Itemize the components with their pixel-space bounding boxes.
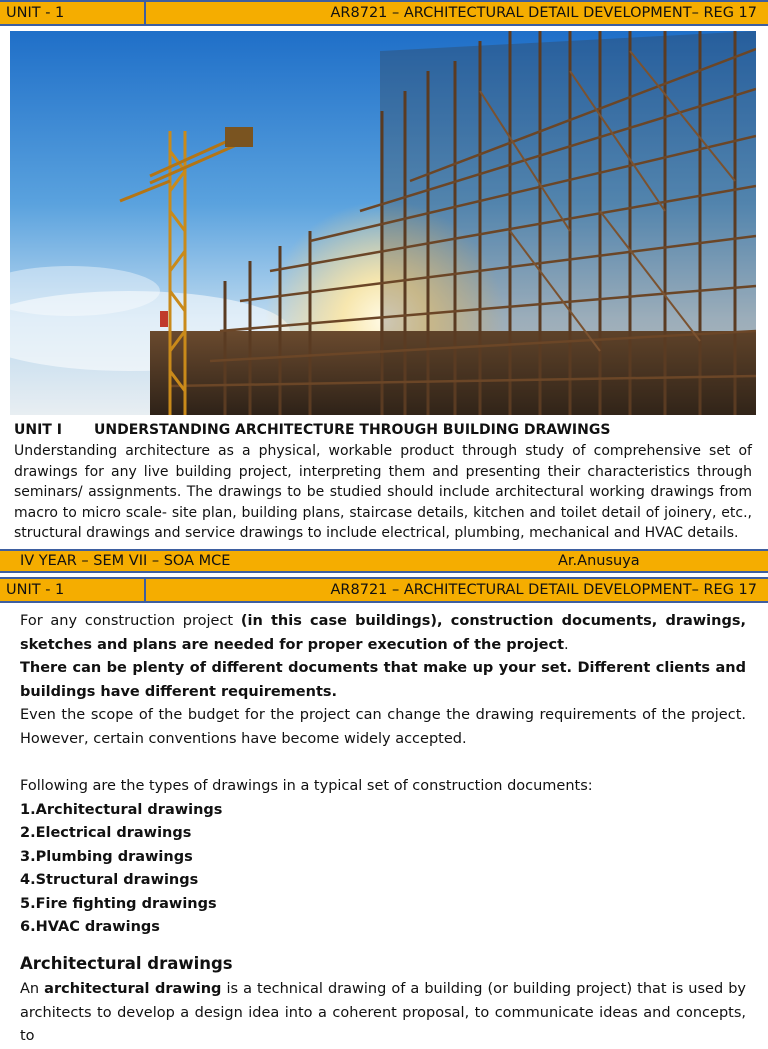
arch-text: is a technical drawing of a building (or building project) that is used by architects to develop a design idea into a coherent proposal, to communicate ideas and concepts, to xyxy=(20,981,747,1044)
plenty-bold: There can be plenty of different documents that make up your set. Different clients and buildings have different requirements. xyxy=(20,660,746,700)
list-item: 2.Electrical drawings xyxy=(20,825,192,841)
plenty-paragraph xyxy=(20,657,746,704)
intro-suffix: . xyxy=(564,636,569,653)
architectural-paragraph xyxy=(20,978,746,1049)
construction-scaffold-illustration xyxy=(10,31,756,415)
page-header xyxy=(0,0,768,26)
unit-topic: UNDERSTANDING ARCHITECTURE THROUGH BUILDING DRAWINGS xyxy=(94,422,611,438)
arch-bold: architectural drawing xyxy=(44,981,222,997)
following-paragraph: Following are the types of drawings in a typical set of construction documents: xyxy=(20,778,593,794)
unit-label: UNIT - 1 xyxy=(0,2,146,24)
architectural-drawings-heading: Architectural drawings xyxy=(20,953,233,973)
list-item: 4.Structural drawings xyxy=(20,872,199,888)
unit-description: Understanding architecture as a physical, workable product through study of comprehensive set of drawings for any live building project, interpreting them and presenting their characteristics through seminars/ assignments. The drawings to be studied should include architectural working drawings from macro to micro scale- site plan, building plans, staircase details, kitchen and toilet detail of joinery, etc., structural drawings and service drawings to include electrical, plumbing, mechanical and HVAC details. xyxy=(14,443,752,541)
list-item: 1.Architectural drawings xyxy=(20,801,223,818)
list-item: 6.HVAC drawings xyxy=(20,919,160,935)
list-item: 5.Fire fighting drawings xyxy=(20,895,217,912)
page-footer xyxy=(0,549,768,573)
page2-content xyxy=(20,610,746,1049)
intro-bold: (in this case buildings), construction documents, drawings, sketches and plans are needed for proper execution of the project xyxy=(20,613,746,653)
budget-paragraph: Even the scope of the budget for the project can change the drawing requirements of the project. However, certain conventions have become widely accepted. xyxy=(20,707,746,747)
unit-label: UNIT - 1 xyxy=(0,579,146,601)
intro-prefix: For any construction project xyxy=(20,613,241,629)
construction-site-image xyxy=(10,31,756,415)
year-info: IV YEAR – SEM VII – SOA MCE xyxy=(20,553,231,569)
unit-heading xyxy=(14,422,611,438)
page-header-2 xyxy=(0,577,768,603)
unit-number: UNIT I xyxy=(14,422,62,438)
list-item: 3.Plumbing drawings xyxy=(20,848,193,865)
author-name: Ar.Anusuya xyxy=(558,553,640,569)
intro-paragraph xyxy=(20,610,746,657)
course-title: AR8721 – ARCHITECTURAL DETAIL DEVELOPMENT– REG 17 xyxy=(330,5,757,21)
course-title: AR8721 – ARCHITECTURAL DETAIL DEVELOPMENT– REG 17 xyxy=(330,582,757,598)
drawing-types-list xyxy=(20,799,746,940)
arch-prefix: An xyxy=(20,981,45,997)
